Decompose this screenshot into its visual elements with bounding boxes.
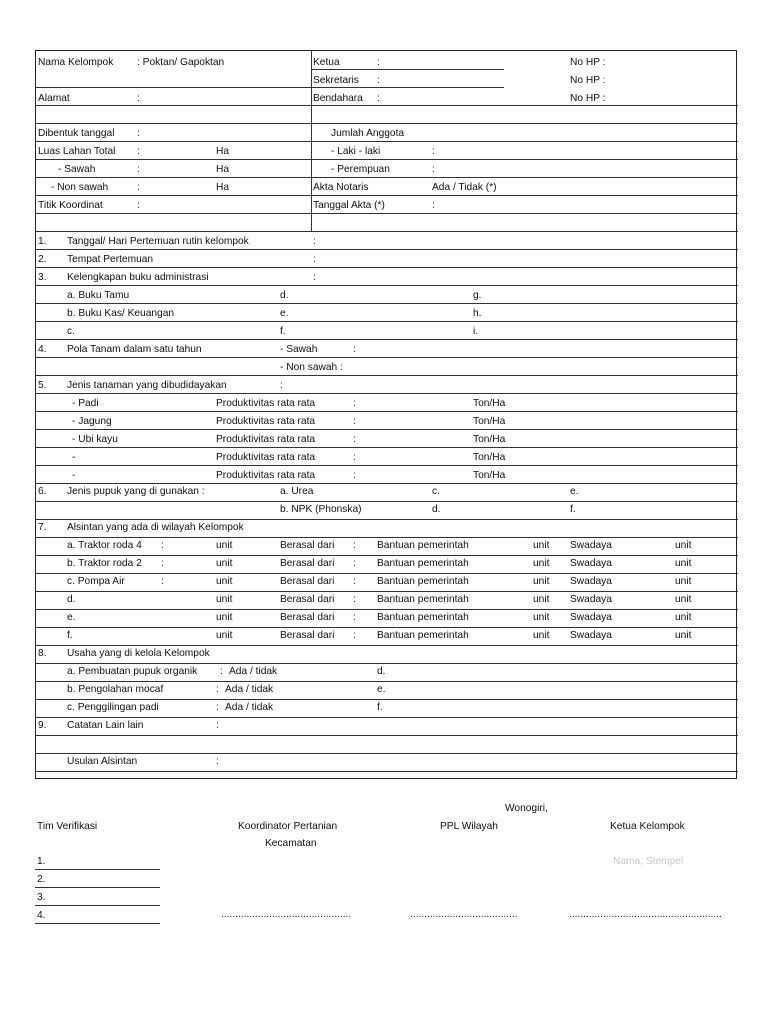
catatan-colon: :: [216, 720, 219, 731]
bantuan-unit: unit: [533, 594, 550, 605]
alsintan-unit: unit: [216, 576, 233, 587]
row-divider: [36, 231, 738, 232]
pupuk-npk: b. NPK (Phonska): [280, 504, 362, 515]
usulan-colon: :: [216, 756, 219, 767]
row-divider: [36, 303, 738, 304]
alamat-colon: :: [137, 93, 140, 104]
produktivitas-colon: :: [353, 416, 356, 427]
sawah-label: - Sawah: [58, 164, 96, 175]
alsintan-unit: unit: [216, 540, 233, 551]
alsintan-unit: unit: [216, 630, 233, 641]
produktivitas-label: Produktivitas rata rata: [216, 434, 316, 445]
laki-label: - Laki - laki: [331, 146, 381, 157]
koordinator-label: Koordinator Pertanian: [238, 821, 338, 832]
jenis-tanaman-colon: :: [280, 380, 283, 391]
jumlah-anggota-label: Jumlah Anggota: [331, 128, 405, 139]
pupuk-e: e.: [570, 486, 579, 497]
tim-verifikasi-label: Tim Verifikasi: [37, 821, 98, 832]
verifier-number: 2.: [37, 874, 46, 885]
non-sawah-unit: Ha: [216, 182, 230, 193]
usaha-ada-tidak: Ada / tidak: [229, 666, 278, 677]
bantuan-unit: unit: [533, 558, 550, 569]
pertemuan-label: Tanggal/ Hari Pertemuan rutin kelompok: [67, 236, 249, 247]
section-number: 3.: [38, 272, 47, 283]
bantuan-unit: unit: [533, 540, 550, 551]
dibentuk-label: Dibentuk tanggal: [38, 128, 115, 139]
row-divider: [36, 285, 738, 286]
row-divider: [36, 519, 738, 520]
pola-sawah: - Sawah: [280, 344, 318, 355]
row-divider: [36, 645, 738, 646]
berasal-label: Berasal dari: [280, 540, 335, 551]
nama-kelompok-value: : Poktan/ Gapoktan: [137, 57, 225, 68]
bantuan-unit: unit: [533, 612, 550, 623]
alsintan-item: a. Traktor roda 4: [67, 540, 142, 551]
luas-lahan-unit: Ha: [216, 146, 230, 157]
usaha-e: e.: [377, 684, 386, 695]
verifier-number: 4.: [37, 910, 46, 921]
bantuan-label: Bantuan pemerintah: [377, 576, 469, 587]
non-sawah-label: - Non sawah: [51, 182, 109, 193]
pupuk-c: c.: [432, 486, 440, 497]
ketua-underline: [311, 69, 504, 70]
row-divider: [36, 213, 738, 214]
berasal-label: Berasal dari: [280, 558, 335, 569]
wonogiri-label: Wonogiri,: [505, 803, 548, 814]
row-divider: [36, 591, 738, 592]
berasal-label: Berasal dari: [280, 594, 335, 605]
crop-name: - Padi: [72, 398, 99, 409]
swadaya-unit: unit: [675, 612, 692, 623]
bantuan-label: Bantuan pemerintah: [377, 558, 469, 569]
row-divider: [36, 465, 738, 466]
berasal-colon: :: [353, 540, 356, 551]
usaha-penggilingan: c. Penggilingan padi: [67, 702, 159, 713]
row-divider: [36, 159, 738, 160]
row-divider: [36, 663, 738, 664]
swadaya-unit: unit: [675, 630, 692, 641]
buku-c: c.: [67, 326, 75, 337]
bendahara-colon: :: [377, 93, 380, 104]
buku-i: i.: [473, 326, 479, 337]
pupuk-label: Jenis pupuk yang di gunakan :: [67, 486, 205, 497]
ketua-kelompok-label: Ketua Kelompok: [610, 821, 685, 832]
alsintan-item: f.: [67, 630, 73, 641]
kecamatan-label: Kecamatan: [265, 838, 317, 849]
row-divider: [36, 501, 738, 502]
row-divider: [36, 555, 738, 556]
perempuan-colon: :: [432, 164, 435, 175]
bantuan-unit: unit: [533, 630, 550, 641]
identification-form: [35, 50, 737, 779]
crop-name: -: [72, 470, 76, 481]
buku-colon: :: [313, 272, 316, 283]
swadaya-label: Swadaya: [570, 594, 612, 605]
swadaya-label: Swadaya: [570, 540, 612, 551]
row-divider: [36, 321, 738, 322]
signature-line: [35, 887, 160, 888]
titik-label: Titik Koordinat: [38, 200, 103, 211]
titik-colon: :: [137, 200, 140, 211]
berasal-colon: :: [353, 612, 356, 623]
sekretaris-underline: [311, 87, 504, 88]
pupuk-d: d.: [432, 504, 441, 515]
tempat-label: Tempat Pertemuan: [67, 254, 154, 265]
header-column-divider: [311, 51, 312, 231]
tonha-unit: Ton/Ha: [473, 398, 506, 409]
bantuan-label: Bantuan pemerintah: [377, 594, 469, 605]
buku-tamu: a. Buku Tamu: [67, 290, 130, 301]
usaha-mocaf: b. Pengolahan mocaf: [67, 684, 164, 695]
row-divider: [36, 717, 738, 718]
usaha-label: Usaha yang di kelola Kelompok: [67, 648, 210, 659]
buku-d: d.: [280, 290, 289, 301]
usaha-f: f.: [377, 702, 383, 713]
alsintan-item: b. Traktor roda 2: [67, 558, 142, 569]
signature-line: [35, 905, 160, 906]
luas-lahan-colon: :: [137, 146, 140, 157]
tonha-unit: Ton/Ha: [473, 416, 506, 427]
berasal-label: Berasal dari: [280, 576, 335, 587]
row-divider: [36, 141, 738, 142]
row-divider: [36, 771, 738, 772]
berasal-colon: :: [353, 576, 356, 587]
usaha-colon: :: [216, 702, 219, 713]
usaha-colon: :: [220, 666, 223, 677]
swadaya-label: Swadaya: [570, 576, 612, 587]
alsintan-unit: unit: [216, 558, 233, 569]
akta-value: Ada / Tidak (*): [432, 182, 497, 193]
row-divider: [36, 411, 738, 412]
sawah-colon: :: [137, 164, 140, 175]
usaha-d: d.: [377, 666, 386, 677]
nama-kelompok-label: Nama Kelompok: [38, 57, 114, 68]
produktivitas-colon: :: [353, 452, 356, 463]
tonha-unit: Ton/Ha: [473, 434, 506, 445]
produktivitas-colon: :: [353, 398, 356, 409]
row-divider: [36, 735, 738, 736]
stempel-placeholder: Nama, Stempel: [613, 856, 684, 867]
bantuan-label: Bantuan pemerintah: [377, 630, 469, 641]
row-divider: [36, 267, 738, 268]
tempat-colon: :: [313, 254, 316, 265]
usaha-pupuk-organik: a. Pembuatan pupuk organik: [67, 666, 198, 677]
produktivitas-colon: :: [353, 470, 356, 481]
produktivitas-colon: :: [353, 434, 356, 445]
jenis-tanaman-label: Jenis tanaman yang dibudidayakan: [67, 380, 227, 391]
tanggal-akta-colon: :: [432, 200, 435, 211]
dibentuk-colon: :: [137, 128, 140, 139]
swadaya-unit: unit: [675, 594, 692, 605]
usulan-label: Usulan Alsintan: [67, 756, 138, 767]
section-number: 9.: [38, 720, 47, 731]
berasal-colon: :: [353, 558, 356, 569]
berasal-label: Berasal dari: [280, 630, 335, 641]
section-number: 5.: [38, 380, 47, 391]
row-divider: [36, 177, 738, 178]
section-number: 4.: [38, 344, 47, 355]
row-divider: [36, 375, 738, 376]
sekretaris-phone-label: No HP :: [570, 75, 606, 86]
section-number: 1.: [38, 236, 47, 247]
perempuan-label: - Perempuan: [331, 164, 390, 175]
alsintan-item: e.: [67, 612, 76, 623]
usaha-ada-tidak: Ada / tidak: [225, 702, 274, 713]
tonha-unit: Ton/Ha: [473, 452, 506, 463]
alsintan-item: d.: [67, 594, 76, 605]
buku-label: Kelengkapan buku administrasi: [67, 272, 209, 283]
crop-name: -: [72, 452, 76, 463]
ppl-signature-dots: ......................................: [410, 909, 518, 920]
ketua-colon: :: [377, 57, 380, 68]
row-divider: [36, 537, 738, 538]
ppl-label: PPL Wilayah: [440, 821, 498, 832]
alamat-label: Alamat: [38, 93, 70, 104]
usaha-ada-tidak: Ada / tidak: [225, 684, 274, 695]
swadaya-unit: unit: [675, 576, 692, 587]
section-number: 2.: [38, 254, 47, 265]
pola-tanam-label: Pola Tanam dalam satu tahun: [67, 344, 202, 355]
alsintan-label: Alsintan yang ada di wilayah Kelompok: [67, 522, 244, 533]
buku-kas: b. Buku Kas/ Keuangan: [67, 308, 175, 319]
swadaya-unit: unit: [675, 558, 692, 569]
laki-colon: :: [432, 146, 435, 157]
row-divider: [36, 699, 738, 700]
ketua-label: Ketua: [313, 57, 340, 68]
alsintan-colon: :: [161, 540, 164, 551]
verifier-number: 3.: [37, 892, 46, 903]
alsintan-colon: :: [161, 576, 164, 587]
pola-sawah-colon: :: [353, 344, 356, 355]
swadaya-label: Swadaya: [570, 612, 612, 623]
row-divider: [36, 573, 738, 574]
section-number: 8.: [38, 648, 47, 659]
bantuan-label: Bantuan pemerintah: [377, 540, 469, 551]
usaha-colon: :: [216, 684, 219, 695]
koordinator-signature-dots: ..............................................: [221, 909, 352, 920]
alsintan-colon: :: [161, 558, 164, 569]
swadaya-label: Swadaya: [570, 558, 612, 569]
section-number: 7.: [38, 522, 47, 533]
row-divider: [36, 483, 738, 484]
catatan-label: Catatan Lain lain: [67, 720, 144, 731]
row-divider: [36, 123, 738, 124]
sekretaris-colon: :: [377, 75, 380, 86]
section-number: 6.: [38, 486, 47, 497]
row-divider: [36, 609, 738, 610]
non-sawah-colon: :: [137, 182, 140, 193]
buku-e: e.: [280, 308, 289, 319]
bantuan-unit: unit: [533, 576, 550, 587]
bantuan-label: Bantuan pemerintah: [377, 612, 469, 623]
signature-line: [35, 923, 160, 924]
signature-line: [35, 869, 160, 870]
crop-name: - Jagung: [72, 416, 112, 427]
luas-lahan-label: Luas Lahan Total: [38, 146, 116, 157]
pola-non-sawah: - Non sawah :: [280, 362, 343, 373]
pupuk-urea: a. Urea: [280, 486, 314, 497]
sekretaris-label: Sekretaris: [313, 75, 359, 86]
pertemuan-colon: :: [313, 236, 316, 247]
berasal-colon: :: [353, 630, 356, 641]
row-divider: [36, 393, 738, 394]
produktivitas-label: Produktivitas rata rata: [216, 416, 316, 427]
crop-name: - Ubi kayu: [72, 434, 118, 445]
alsintan-item: c. Pompa Air: [67, 576, 125, 587]
row-divider: [36, 447, 738, 448]
verifier-number: 1.: [37, 856, 46, 867]
row-divider: [36, 357, 738, 358]
row-divider: [36, 195, 738, 196]
buku-h: h.: [473, 308, 482, 319]
pupuk-f: f.: [570, 504, 576, 515]
row-divider: [36, 627, 738, 628]
berasal-colon: :: [353, 594, 356, 605]
row-divider: [36, 429, 738, 430]
tanggal-akta-label: Tanggal Akta (*): [313, 200, 385, 211]
berasal-label: Berasal dari: [280, 612, 335, 623]
ketua-signature-dots: ......................................................: [569, 909, 722, 920]
buku-g: g.: [473, 290, 482, 301]
alsintan-unit: unit: [216, 612, 233, 623]
akta-label: Akta Notaris: [313, 182, 369, 193]
row-divider: [36, 249, 738, 250]
row-divider: [36, 339, 738, 340]
bendahara-phone-label: No HP :: [570, 93, 606, 104]
produktivitas-label: Produktivitas rata rata: [216, 470, 316, 481]
row-divider: [36, 105, 738, 106]
sawah-unit: Ha: [216, 164, 230, 175]
swadaya-unit: unit: [675, 540, 692, 551]
row-divider: [36, 681, 738, 682]
alsintan-unit: unit: [216, 594, 233, 605]
bendahara-label: Bendahara: [313, 93, 363, 104]
produktivitas-label: Produktivitas rata rata: [216, 452, 316, 463]
swadaya-label: Swadaya: [570, 630, 612, 641]
produktivitas-label: Produktivitas rata rata: [216, 398, 316, 409]
row-divider: [36, 753, 738, 754]
row-divider: [36, 87, 311, 88]
buku-f: f.: [280, 326, 286, 337]
tonha-unit: Ton/Ha: [473, 470, 506, 481]
ketua-phone-label: No HP :: [570, 57, 606, 68]
